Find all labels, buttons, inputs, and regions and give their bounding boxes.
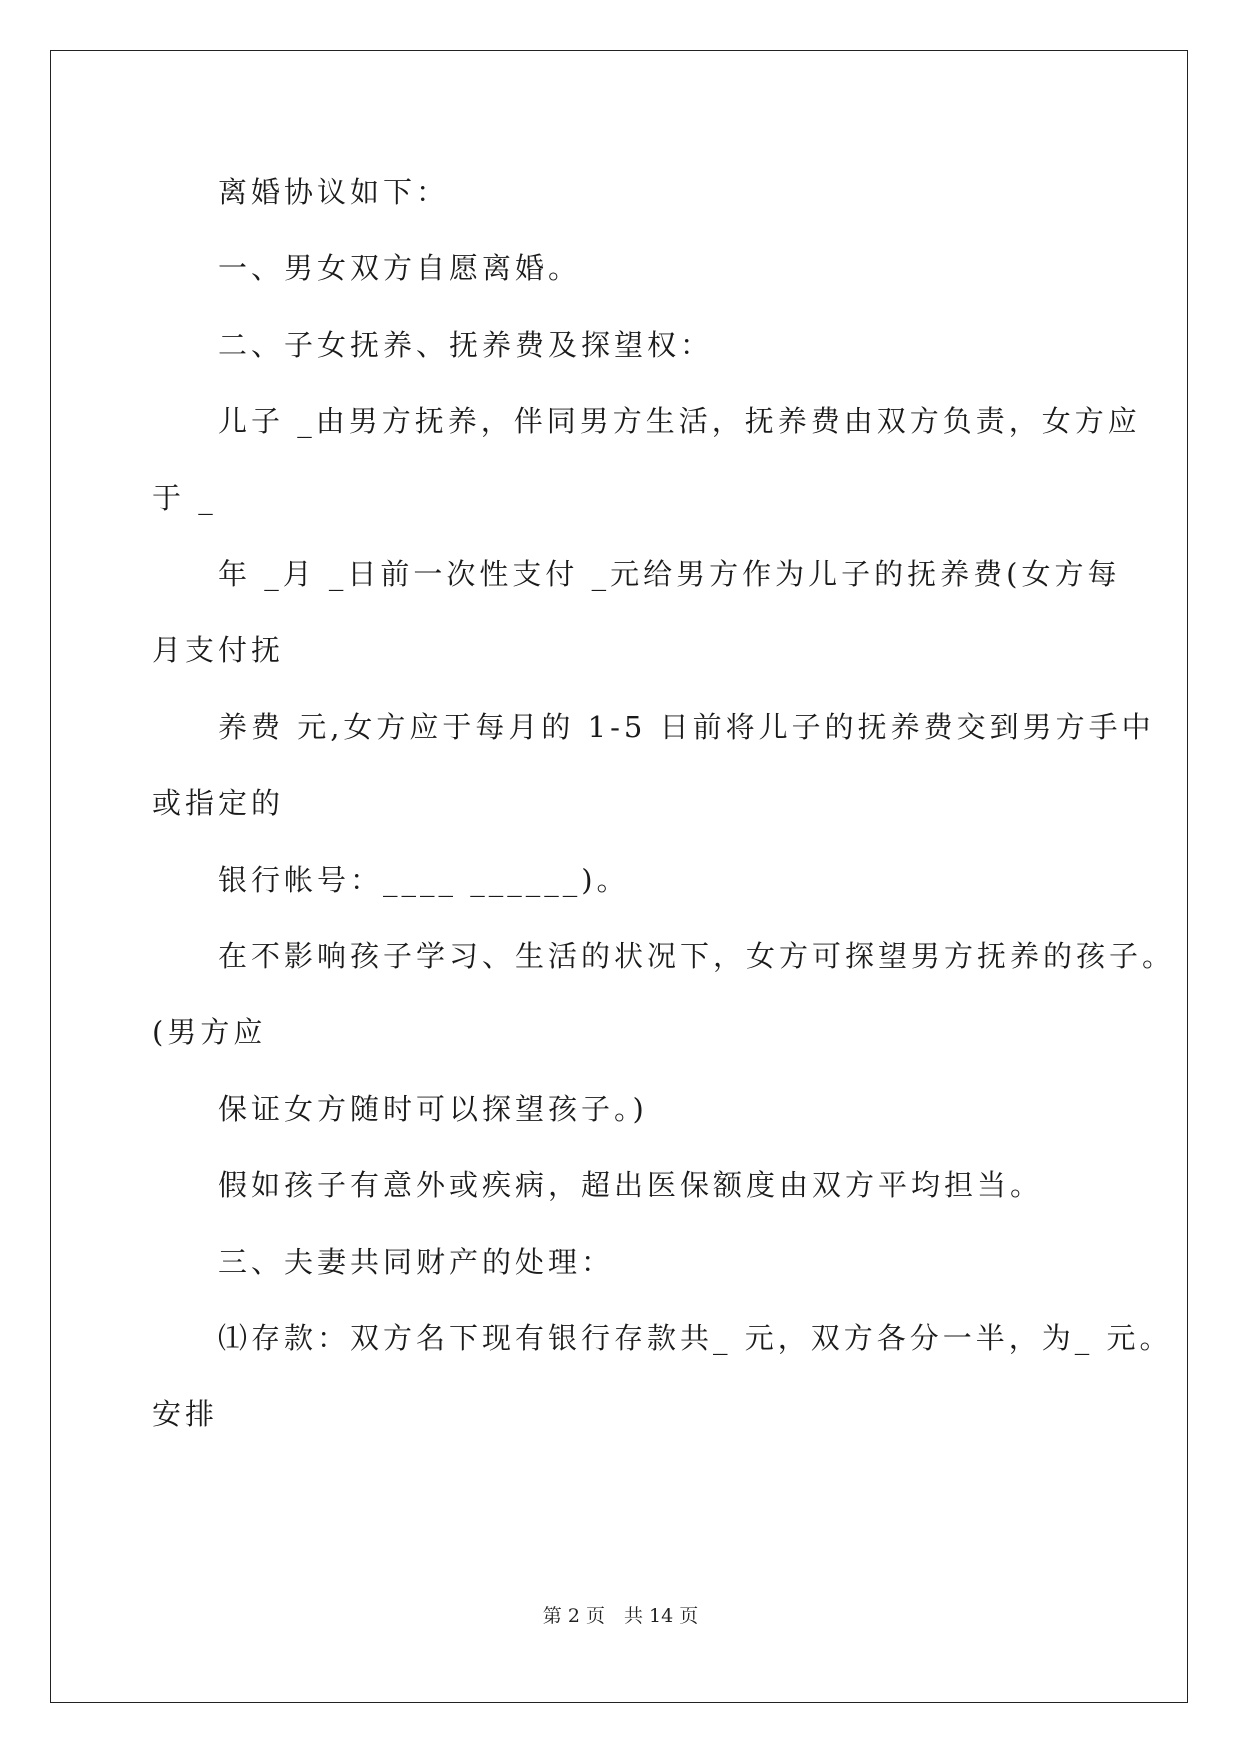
doc-line-monthly-fee: 养费 元,女方应于每月的 1-5 日前将儿子的抚养费交到男方手中: [218, 710, 1155, 744]
doc-line-custody-cont: 于 _: [152, 481, 217, 515]
doc-line-savings-cont: 安排: [152, 1397, 219, 1431]
doc-line-clause-3-heading: 三、夫妻共同财产的处理：: [218, 1245, 615, 1279]
doc-line-payment-date: 年 _月 _日前一次性支付 _元给男方作为儿子的抚养费(女方每: [218, 557, 1121, 591]
doc-line-bank-account: 银行帐号：____ ______)。: [218, 863, 630, 897]
doc-line-custody: 儿子 _由男方抚养，伴同男方生活，抚养费由双方负责，女方应: [218, 404, 1141, 438]
doc-line-clause-1: 一、男女双方自愿离婚。: [218, 251, 582, 285]
doc-line-medical: 假如孩子有意外或疾病，超出医保额度由双方平均担当。: [218, 1168, 1044, 1202]
doc-line-clause-2-heading: 二、子女抚养、抚养费及探望权：: [218, 328, 714, 362]
doc-line-visitation: 在不影响孩子学习、生活的状况下，女方可探望男方抚养的孩子。: [218, 939, 1176, 973]
doc-line-visitation-cont: (男方应: [152, 1015, 267, 1049]
doc-line-visitation-guarantee: 保证女方随时可以探望孩子。): [218, 1092, 648, 1126]
doc-line-savings: ⑴存款：双方名下现有银行存款共_ 元，双方各分一半，为_ 元。: [218, 1321, 1173, 1355]
doc-line-payment-date-cont: 月支付抚: [152, 633, 285, 667]
doc-line-intro: 离婚协议如下：: [218, 175, 450, 209]
doc-line-monthly-fee-cont: 或指定的: [152, 786, 285, 820]
page-number-footer: 第 2 页 共 14 页: [542, 1605, 699, 1627]
